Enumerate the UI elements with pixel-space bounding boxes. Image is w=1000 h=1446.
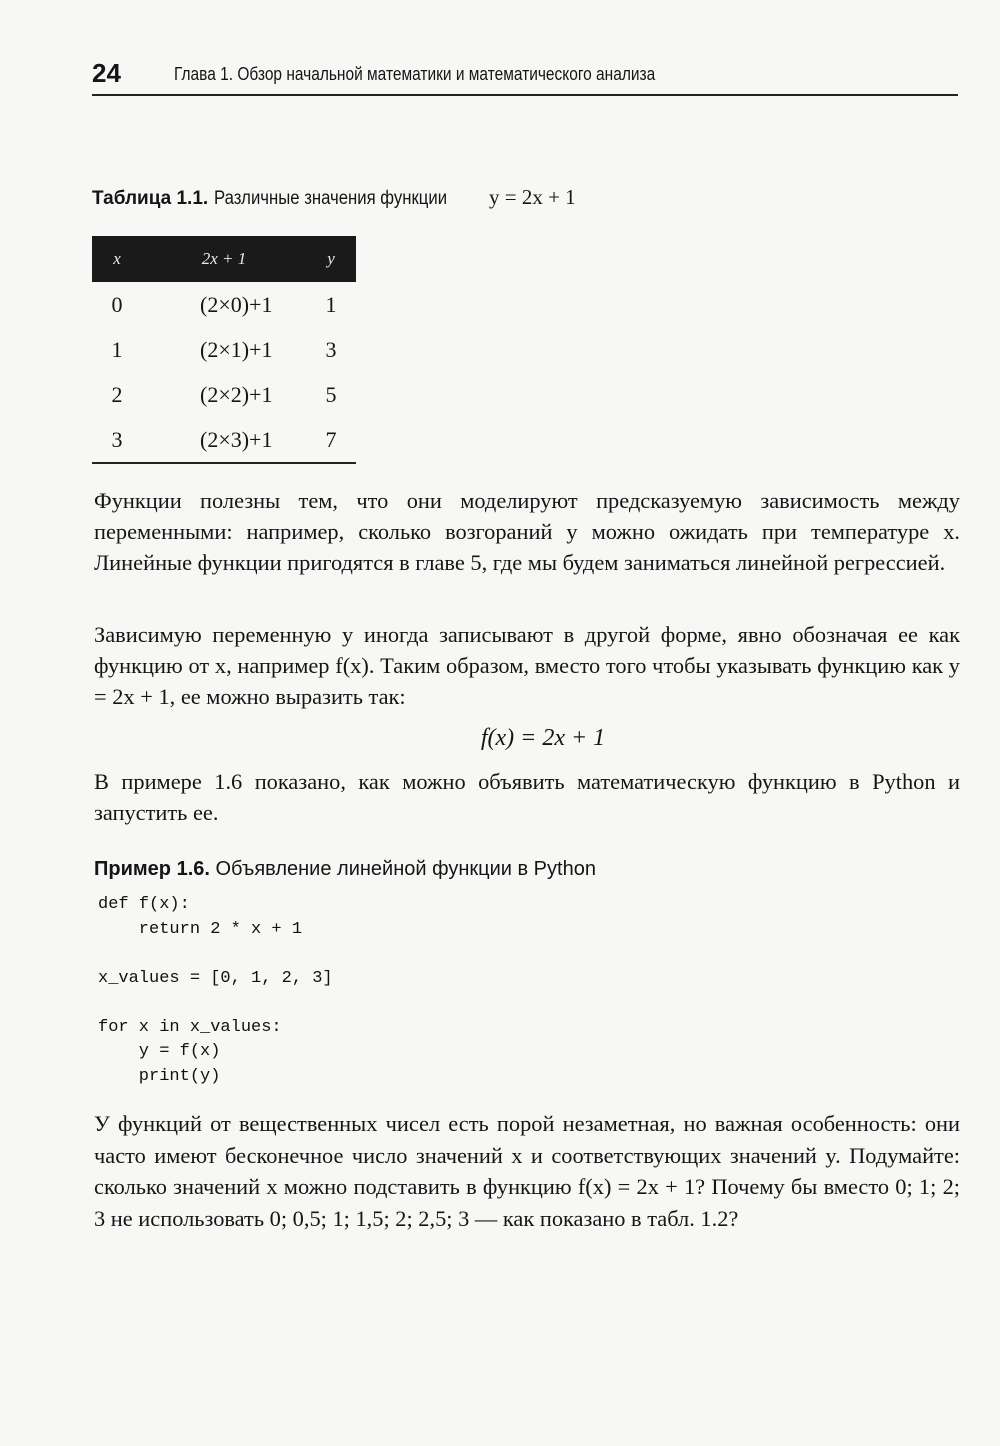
paragraph-text: Зависимую переменную y иногда записывают в другой форме, явно обозначая ее как функцию от x, например f(x). Таким образом, вместо того чтобы указывать функцию как y = 2x + 1, ее можно выразить так:	[94, 622, 960, 709]
cell-x: 0	[111, 291, 123, 317]
table-row	[92, 282, 356, 327]
paragraph-text: В примере 1.6 показано, как можно объявить математическую функцию в Python и запустить ее.	[94, 769, 960, 825]
cell-y: 1	[325, 291, 337, 317]
paragraph-dependent-variable	[94, 619, 960, 712]
page-header	[92, 58, 958, 96]
cell-y: 7	[325, 426, 337, 452]
cell-x: 2	[111, 381, 123, 407]
values-table	[92, 236, 356, 464]
formula-text: f(x) = 2x + 1	[480, 725, 606, 751]
table-row	[92, 327, 356, 372]
column-header-y: y	[306, 236, 356, 282]
table-row	[92, 372, 356, 417]
cell-x: 1	[111, 336, 123, 362]
table-header-row	[92, 236, 356, 282]
cell-expression: (2×3)+1	[200, 426, 273, 452]
example-label: Пример 1.6.	[94, 858, 210, 880]
table-row	[92, 417, 356, 463]
column-header-expression: 2x + 1	[142, 236, 306, 282]
cell-expression: (2×2)+1	[200, 381, 273, 407]
cell-y: 3	[325, 336, 337, 362]
cell-expression: (2×1)+1	[200, 336, 273, 362]
cell-expression: (2×0)+1	[200, 291, 273, 317]
cell-x: 3	[111, 426, 123, 452]
paragraph-text: У функций от вещественных чисел есть порой незаметная, но важная особенность: они часто имеют бесконечное число значений x и соответствующих значений y. Подумайте: сколько значений x можно подставить в функцию f(x) = 2x + 1? Почему бы вместо 0; 1; 2; 3 не использовать 0; 0,5; 1; 1,5; 2; 2,5; 3 — как показано в табл. 1.2?	[94, 1111, 960, 1231]
running-title: Глава 1. Обзор начальной математики и математического анализа	[174, 64, 656, 84]
table-caption-equation: y = 2x + 1	[488, 185, 576, 209]
paragraph-example-intro	[94, 766, 960, 828]
cell-y: 5	[325, 381, 337, 407]
example-title-text: Объявление линейной функции в Python	[215, 858, 596, 880]
page-number: 24	[92, 58, 121, 88]
paragraph-text: Функции полезны тем, что они моделируют предсказуемую зависимость между переменными: например, сколько возгораний y можно ожидать при температуре x. Линейные функции пригодятся в главе 5, где мы будем заниматься линейной регрессией.	[94, 488, 960, 575]
display-formula	[0, 725, 1000, 752]
table-caption-text: Различные значения функции	[214, 188, 448, 209]
example-heading	[94, 858, 596, 881]
paragraph-functions-useful	[94, 485, 960, 578]
code-listing: def f(x): return 2 * x + 1 x_values = [0, 1, 2, 3] for x in x_values: y = f(x) print(y)	[98, 895, 333, 1086]
table-label: Таблица 1.1.	[92, 188, 209, 209]
column-header-x: x	[92, 236, 142, 282]
paragraph-real-numbers	[94, 1108, 960, 1234]
table-caption	[92, 185, 576, 210]
